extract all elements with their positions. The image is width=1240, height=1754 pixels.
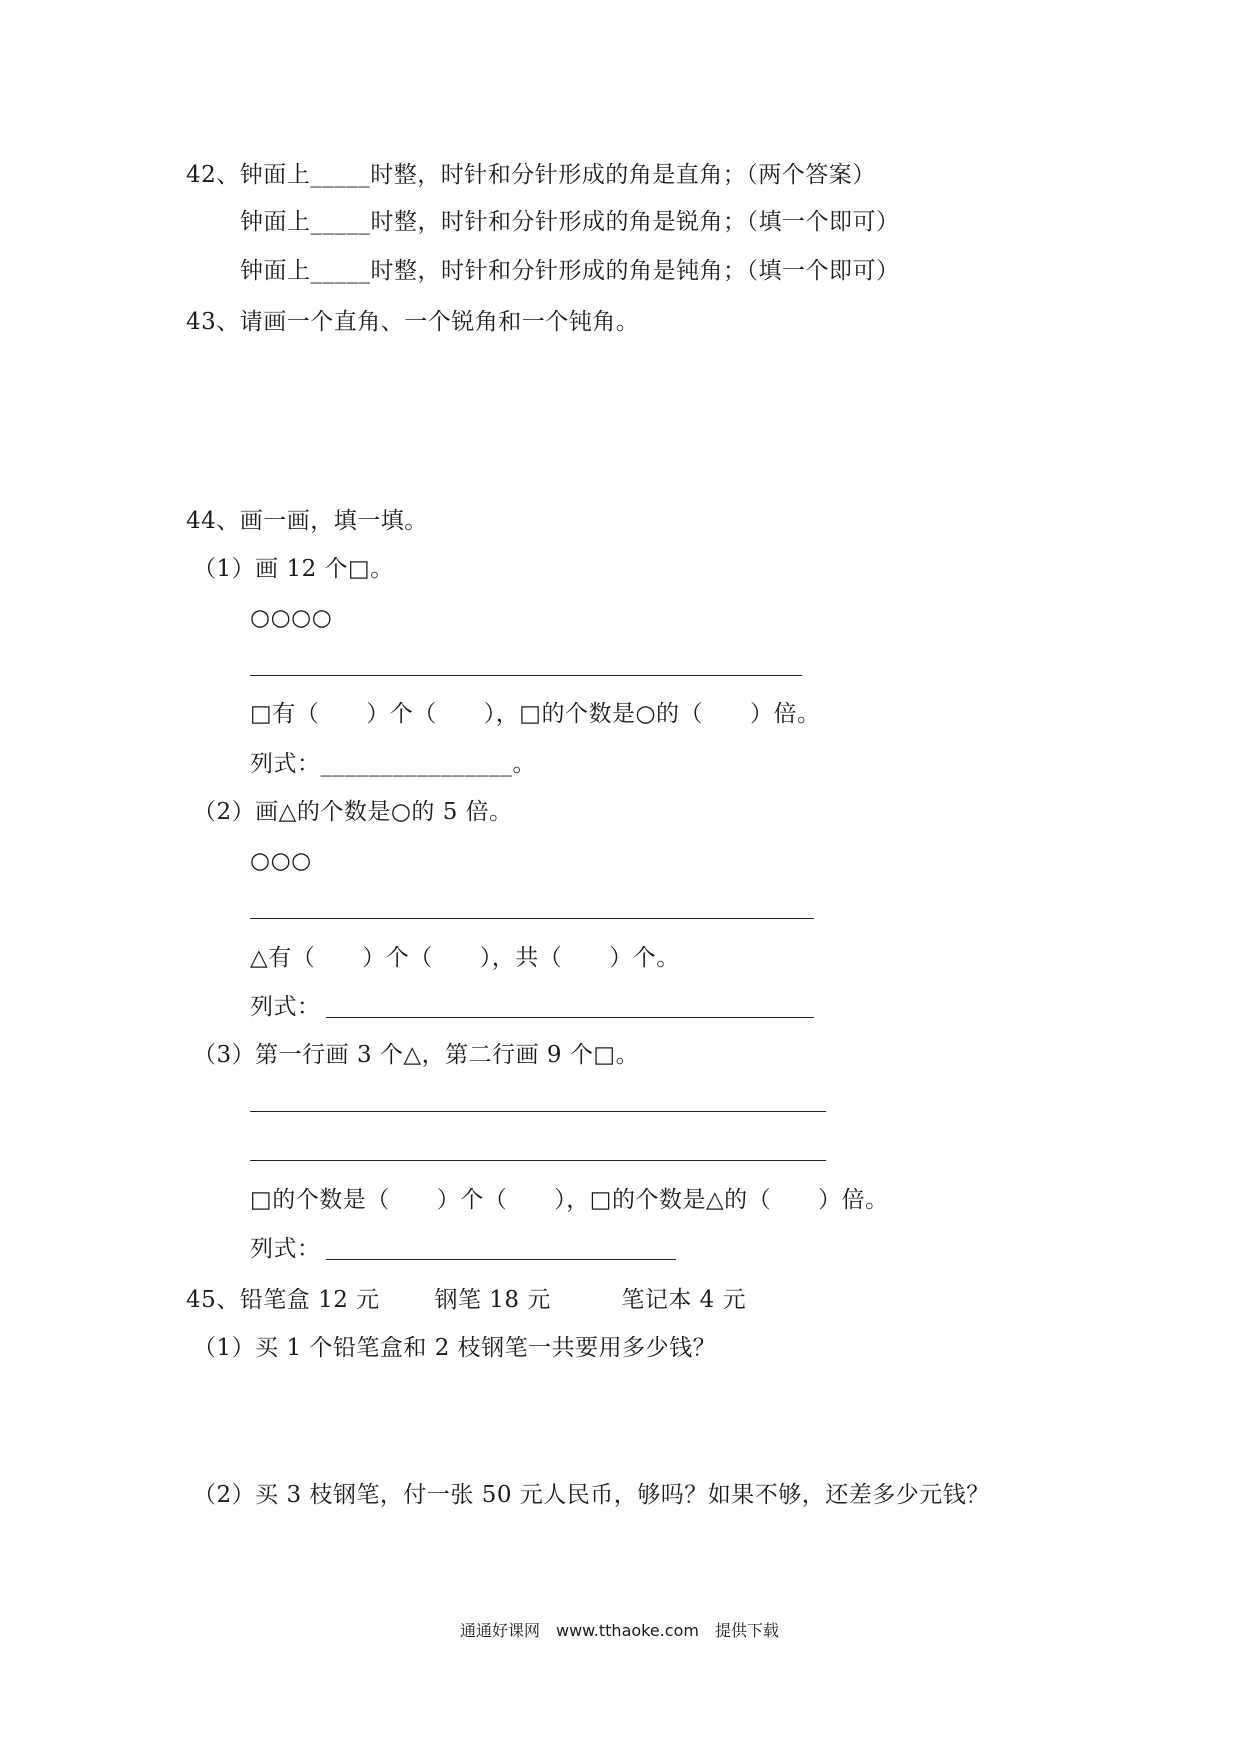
q44-p2-formula-line[interactable] xyxy=(326,1017,814,1018)
q44-p1-formula: 列式：________________。 xyxy=(250,751,536,777)
q44-title: 44、画一画，填一填。 xyxy=(186,508,428,534)
q44-p3-formula-label: 列式： xyxy=(250,1236,321,1262)
q45-p2: （2）买 3 枝钢笔，付一张 50 元人民币，够吗？如果不够，还差多少元钱？ xyxy=(193,1482,990,1508)
q44-p3-formula-line[interactable] xyxy=(326,1259,676,1260)
footer-source: 通通好课网 www.tthaoke.com 提供下载 xyxy=(460,1621,779,1640)
q44-p2-fill: △有（ ）个（ ），共（ ）个。 xyxy=(250,945,680,971)
q42-line1: 42、钟面上_____时整，时针和分针形成的角是直角；（两个答案） xyxy=(186,162,876,188)
q43-text: 43、请画一个直角、一个锐角和一个钝角。 xyxy=(186,309,640,335)
q45-p1: （1）买 1 个铅笔盒和 2 枝钢笔一共要用多少钱？ xyxy=(193,1335,717,1361)
q44-p1-circles: ○○○○ xyxy=(250,605,333,631)
q44-p2-prompt: （2）画△的个数是○的 5 倍。 xyxy=(193,799,513,825)
q44-p2-draw-line[interactable] xyxy=(250,918,814,919)
q44-p3-fill: □的个数是（ ）个（ ），□的个数是△的（ ）倍。 xyxy=(250,1187,889,1213)
q44-p1-prompt: （1）画 12 个□。 xyxy=(193,556,394,582)
q44-p3-prompt: （3）第一行画 3 个△，第二行画 9 个□。 xyxy=(193,1042,640,1068)
q44-p3-row1-line[interactable] xyxy=(250,1111,826,1112)
q45-title: 45、铅笔盒 12 元 钢笔 18 元 笔记本 4 元 xyxy=(186,1287,747,1313)
q44-p2-formula-label: 列式： xyxy=(250,994,321,1020)
q42-line2: 钟面上_____时整，时针和分针形成的角是锐角；（填一个即可） xyxy=(240,209,900,235)
q44-p1-draw-line[interactable] xyxy=(250,675,802,676)
q42-line3: 钟面上_____时整，时针和分针形成的角是钝角；（填一个即可） xyxy=(240,258,900,284)
q44-p1-fill: □有（ ）个（ ），□的个数是○的（ ）倍。 xyxy=(250,701,821,727)
q44-p2-circles: ○○○ xyxy=(250,848,312,874)
q44-p3-row2-line[interactable] xyxy=(250,1160,826,1161)
